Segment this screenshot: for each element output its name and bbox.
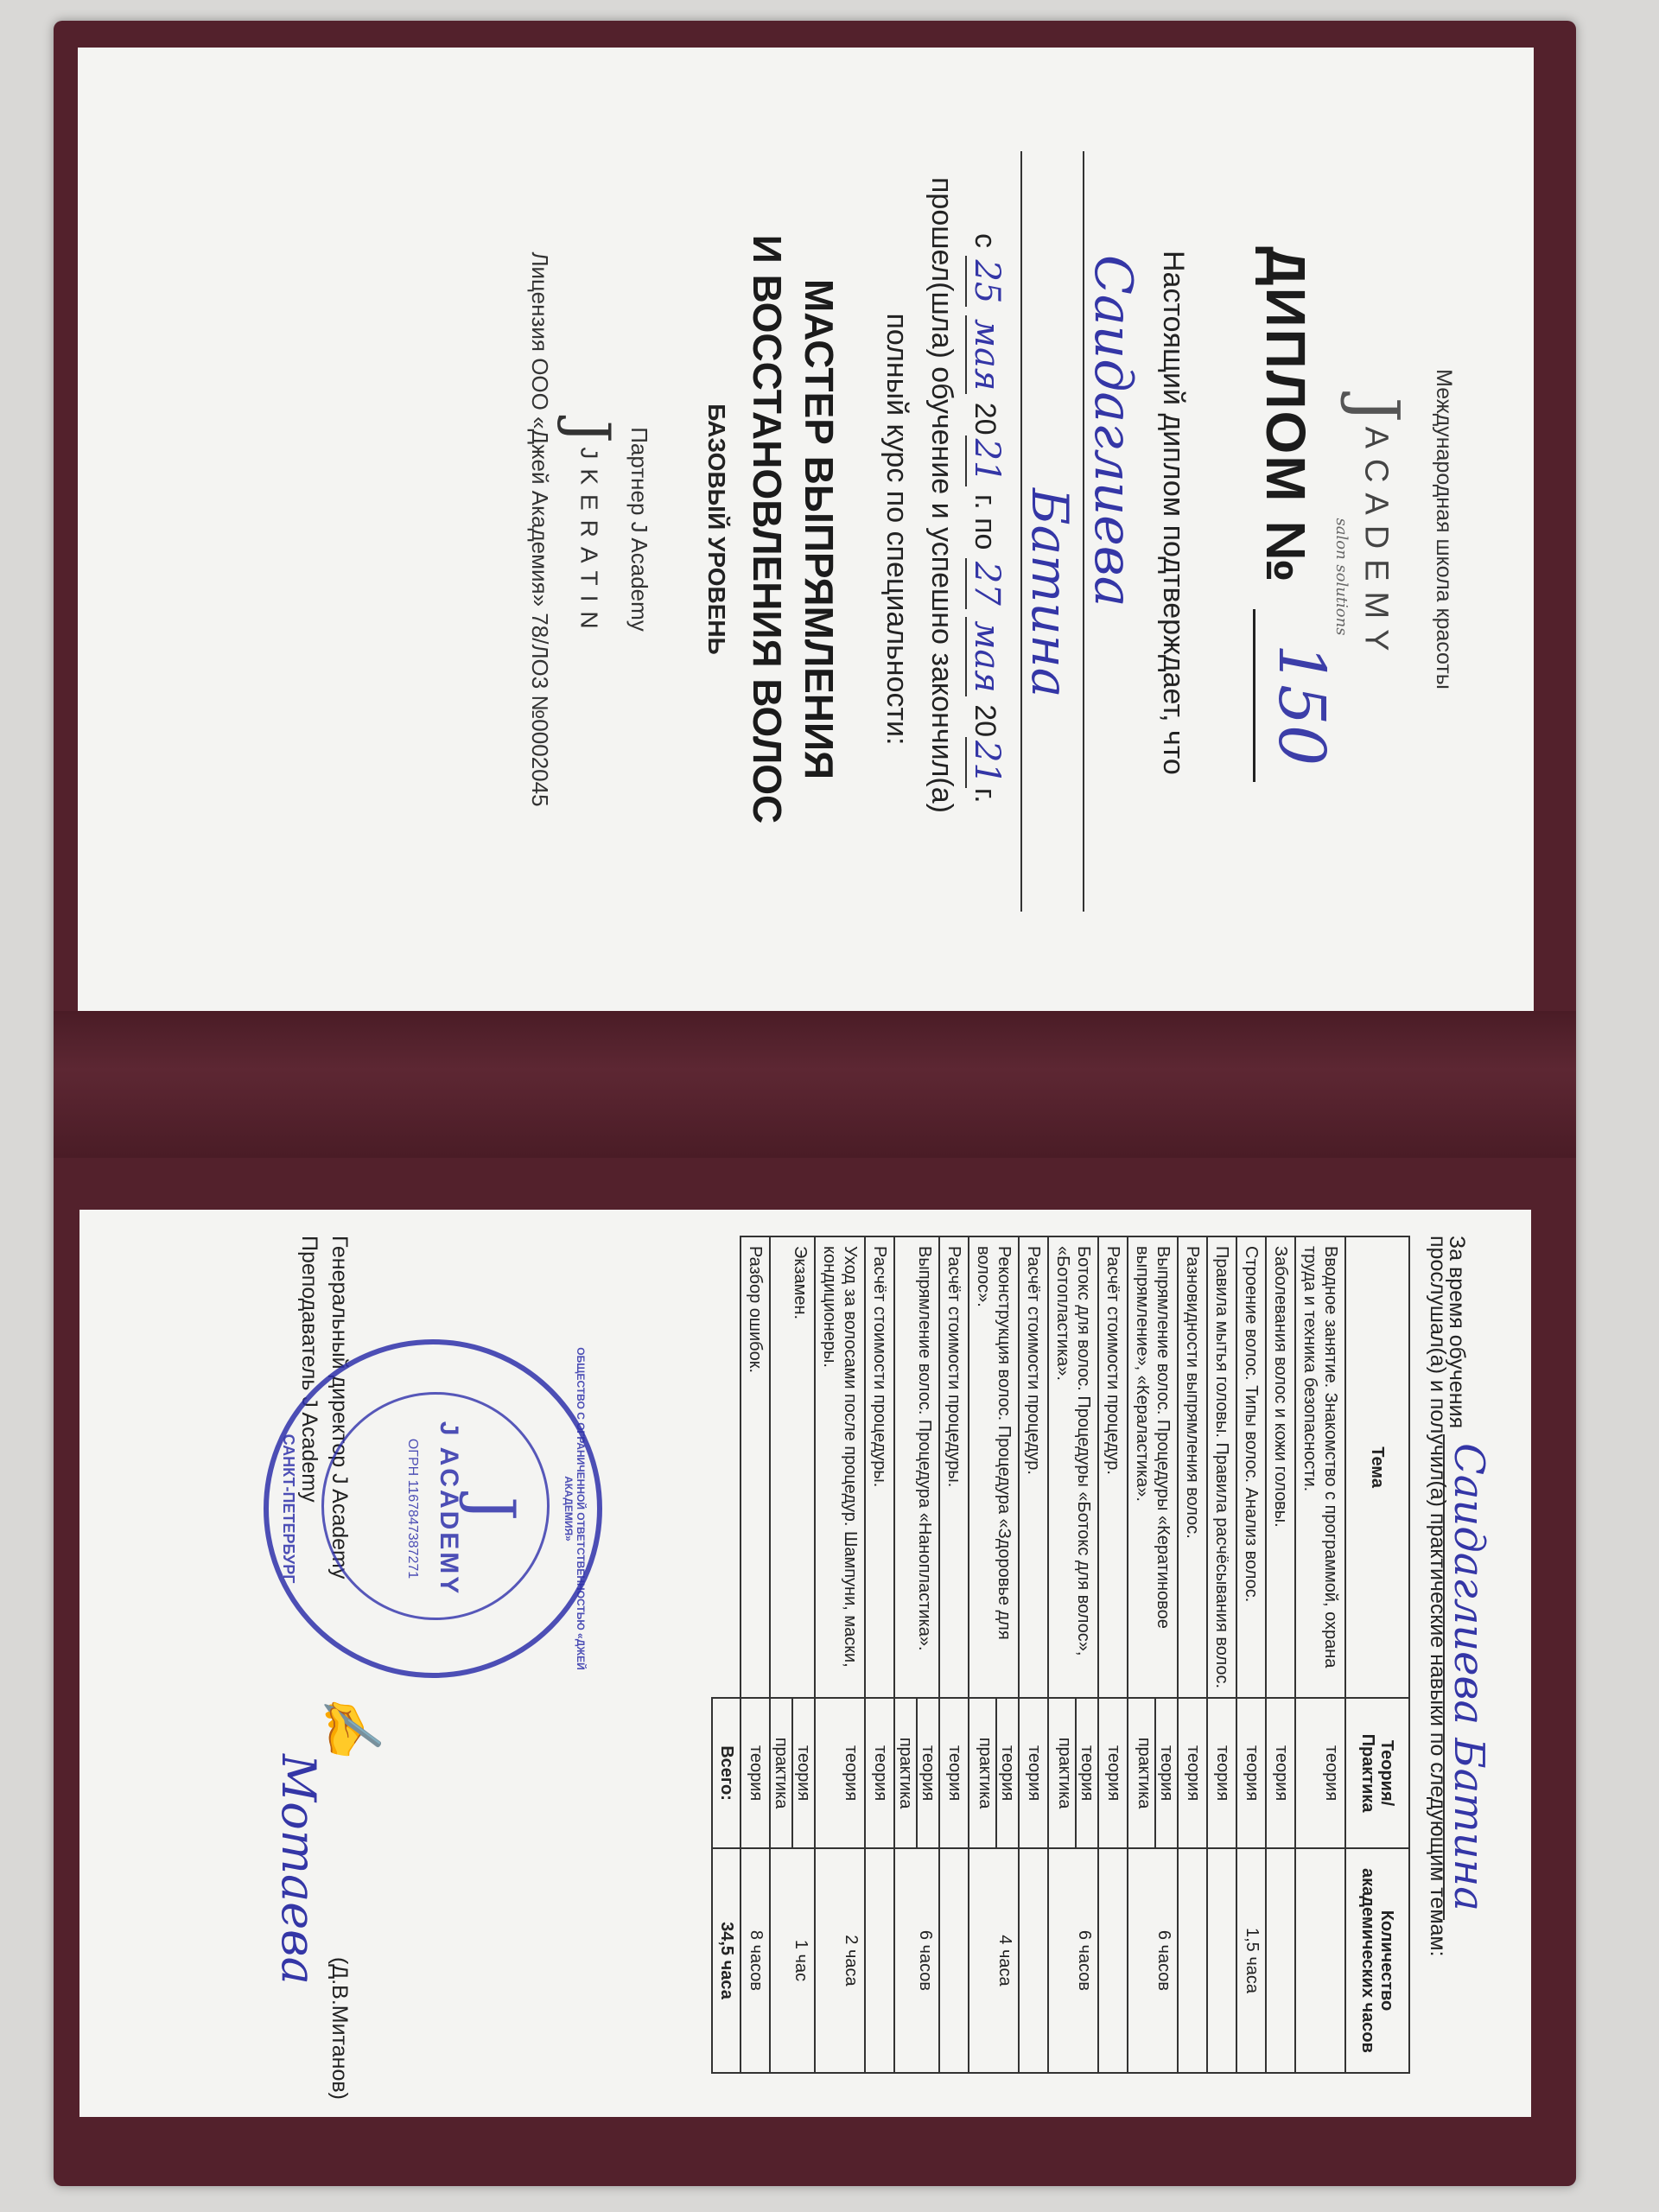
- type-value: теория: [1075, 1699, 1097, 1847]
- type-value: практика: [772, 1737, 791, 1809]
- type-cell: теория: [1019, 1698, 1048, 1848]
- hours-cell: [1266, 1848, 1295, 2073]
- school-name: Международная школа красоты: [1432, 369, 1456, 690]
- type-cell: теория: [1178, 1698, 1207, 1848]
- stamp-j-icon: J: [457, 1496, 528, 1522]
- table-row: [1207, 1236, 1236, 2073]
- study-dates: [967, 233, 1007, 804]
- topic-cell: Расчёт стоимости процедур.: [1019, 1236, 1048, 1698]
- topics-intro-line2: прослушал(а) и получил(а) практические навыки по следующим темам:: [1426, 1236, 1450, 1957]
- type-cell: [770, 1698, 815, 1848]
- type-value: теория: [1154, 1699, 1177, 1847]
- diploma-title: ДИПЛОМ №: [1255, 246, 1317, 584]
- specialty-line-2: И ВОССТАНОВЛЕНИЯ ВОЛОС: [745, 234, 790, 824]
- dates-mid: г. по: [969, 493, 1001, 550]
- table-row: [770, 1236, 815, 2073]
- type-cell: теория: [1098, 1698, 1128, 1848]
- total-empty: [712, 1236, 741, 1698]
- number-underline: [1253, 609, 1255, 782]
- topic-cell: Правила мытья головы. Правила расчёсывания волос.: [1207, 1236, 1236, 1698]
- type-cell: [894, 1698, 939, 1848]
- hours-cell: [1019, 1848, 1048, 2073]
- table-row: [1098, 1236, 1128, 2073]
- student-first-name: Батина: [1020, 488, 1079, 698]
- company-stamp: [264, 1339, 602, 1678]
- topic-cell: Разбор ошибок.: [741, 1236, 770, 1698]
- teacher-label: Преподаватель J Academy: [297, 1236, 321, 1503]
- topic-cell: Заболевания волос и кожи головы.: [1266, 1236, 1295, 1698]
- table-row: [1048, 1236, 1098, 2073]
- hours-cell: 6 часов: [1048, 1848, 1098, 2073]
- type-cell: теория: [1236, 1698, 1266, 1848]
- j-letter-icon: J: [1338, 397, 1413, 423]
- dates-suffix: г.: [969, 787, 1001, 804]
- type-value: теория: [791, 1699, 814, 1847]
- topic-cell: Расчёт стоимости процедуры.: [865, 1236, 894, 1698]
- header-topic: Тема: [1345, 1236, 1409, 1698]
- from-year-prefix: 20: [969, 402, 1001, 435]
- hours-cell: 2 часа: [815, 1848, 865, 2073]
- academy-logo: [1332, 48, 1413, 1011]
- table-row: [894, 1236, 939, 2073]
- total-hours: 34,5 часа: [712, 1848, 741, 2073]
- stamp-ogrn: ОГРН 1167847387271: [405, 1438, 420, 1580]
- hours-cell: [1098, 1848, 1128, 2073]
- type-value: практика: [1055, 1737, 1074, 1809]
- to-year: 21: [965, 737, 1007, 788]
- table-row: [815, 1236, 865, 2073]
- type-value: практика: [896, 1737, 915, 1809]
- topic-cell: Расчёт стоимости процедур.: [1098, 1236, 1128, 1698]
- table-row: [1178, 1236, 1207, 2073]
- completion-text: прошел(шла) обучение и успешно закончил(а): [925, 177, 958, 813]
- table-row: [1295, 1236, 1345, 2073]
- hours-cell: [1207, 1848, 1236, 2073]
- hours-cell: 4 часа: [969, 1848, 1019, 2073]
- logo-script: salon solutions: [1332, 518, 1351, 636]
- confirm-text: Настоящий диплом подтверждает, что: [1157, 251, 1190, 775]
- header-hours: Количество академических часов: [1345, 1848, 1409, 2073]
- topic-cell: Строение волос. Типы волос. Анализ волос.: [1236, 1236, 1266, 1698]
- hours-cell: [939, 1848, 969, 2073]
- topic-cell: Разновидности выпрямления волос.: [1178, 1236, 1207, 1698]
- partner-text: Партнер J Academy: [626, 427, 652, 632]
- table-row: [1128, 1236, 1178, 2073]
- to-year-prefix: 20: [969, 704, 1001, 738]
- topic-cell: Выпрямление волос. Процедура «Нанопластика».: [894, 1236, 939, 1698]
- student-surname: Саидаглиева: [1083, 255, 1143, 607]
- table-header-row: [1345, 1236, 1409, 2073]
- diploma-number: 150: [1264, 644, 1338, 766]
- type-value: практика: [976, 1737, 995, 1809]
- type-cell: теория: [939, 1698, 969, 1848]
- hours-cell: 1,5 часа: [1236, 1848, 1266, 2073]
- type-cell: теория: [1295, 1698, 1345, 1848]
- hours-cell: [1295, 1848, 1345, 2073]
- from-month: мая: [965, 315, 1007, 395]
- jkeratin-logo: [556, 48, 622, 1011]
- hours-cell: [865, 1848, 894, 2073]
- table-row: [939, 1236, 969, 2073]
- from-year: 21: [965, 435, 1007, 486]
- topic-cell: Ботокс для волос. Процедуры «Ботокс для волос», «Ботопластика».: [1048, 1236, 1098, 1698]
- topic-cell: Выпрямление волос. Процедуры «Кератиновое выпрямление», «Кераластика».: [1128, 1236, 1178, 1698]
- stamp-center: J ACADEMY: [435, 1421, 463, 1597]
- topic-cell: Экзамен.: [770, 1236, 815, 1698]
- table-row: [969, 1236, 1019, 2073]
- hours-cell: 6 часов: [894, 1848, 939, 2073]
- total-row: [712, 1236, 741, 2073]
- logo-word: ACADEMY: [1357, 426, 1395, 662]
- intro-prefix: За время обучения: [1445, 1236, 1469, 1429]
- partner-logo-word: JKERATIN: [575, 447, 603, 639]
- topic-cell: Расчёт стоимости процедуры.: [939, 1236, 969, 1698]
- table-row: [1236, 1236, 1266, 2073]
- topic-cell: Реконструкция волос. Процедура «Здоровье для волос».: [969, 1236, 1019, 1698]
- stamp-city: САНКТ-ПЕТЕРБУРГ: [280, 1433, 297, 1584]
- type-cell: [1128, 1698, 1178, 1848]
- level-text: БАЗОВЫЙ УРОВЕНЬ: [703, 404, 730, 655]
- type-cell: теория: [865, 1698, 894, 1848]
- type-cell: [1048, 1698, 1098, 1848]
- header-type: Теория/ Практика: [1345, 1698, 1409, 1848]
- hours-cell: 8 часов: [741, 1848, 770, 2073]
- table-row: [1266, 1236, 1295, 2073]
- type-value: теория: [916, 1699, 938, 1847]
- type-cell: теория: [741, 1698, 770, 1848]
- director-name: (Д.В.Митанов): [327, 1956, 352, 2100]
- hours-cell: 6 часов: [1128, 1848, 1178, 2073]
- specialty-line-1: МАСТЕР ВЫПРЯМЛЕНИЯ: [797, 278, 842, 780]
- from-day: 25: [965, 256, 1007, 307]
- intro-student-name: Саидаглиева Батина: [1443, 1434, 1493, 1920]
- topic-cell: Вводное занятие. Знакомство с программой, охрана труда и техника безопасности.: [1295, 1236, 1345, 1698]
- topics-table: [711, 1236, 1410, 2074]
- topics-page: [79, 1210, 1531, 2117]
- type-cell: теория: [815, 1698, 865, 1848]
- type-cell: теория: [1266, 1698, 1295, 1848]
- j-keratin-icon: J: [556, 420, 622, 443]
- stamp-ring-text: ОБЩЕСТВО С ОГРАНИЧЕННОЙ ОТВЕТСТВЕННОСТЬЮ «ДЖЕЙ АКАДЕМИЯ»: [563, 1347, 587, 1670]
- dates-prefix: с: [969, 233, 1001, 248]
- topic-cell: Уход за волосами после процедур. Шампуни, маски, кондиционеры.: [815, 1236, 865, 1698]
- to-month: мая: [965, 617, 1007, 696]
- course-text: полный курс по специальности:: [880, 313, 913, 746]
- table-row: [741, 1236, 770, 2073]
- table-row: [1019, 1236, 1048, 2073]
- total-label: Всего:: [712, 1698, 741, 1848]
- diploma-title-page: [78, 48, 1534, 1011]
- cover-spine: [54, 1011, 1576, 1158]
- director-label: Генеральный директор J Academy: [327, 1236, 352, 1580]
- hours-cell: [1178, 1848, 1207, 2073]
- table-row: [865, 1236, 894, 2073]
- type-value: практика: [1135, 1737, 1154, 1809]
- type-value: теория: [995, 1699, 1018, 1847]
- director-signature: ✍: [316, 1689, 385, 1763]
- type-cell: теория: [1207, 1698, 1236, 1848]
- type-cell: [969, 1698, 1019, 1848]
- hours-cell: 1 час: [770, 1848, 815, 2073]
- license-text: Лицензия ООО «Джей Академия» 78/ЛО3 №0002045: [527, 251, 553, 807]
- to-day: 27: [965, 558, 1007, 609]
- teacher-signature: Мотаева: [271, 1754, 326, 1985]
